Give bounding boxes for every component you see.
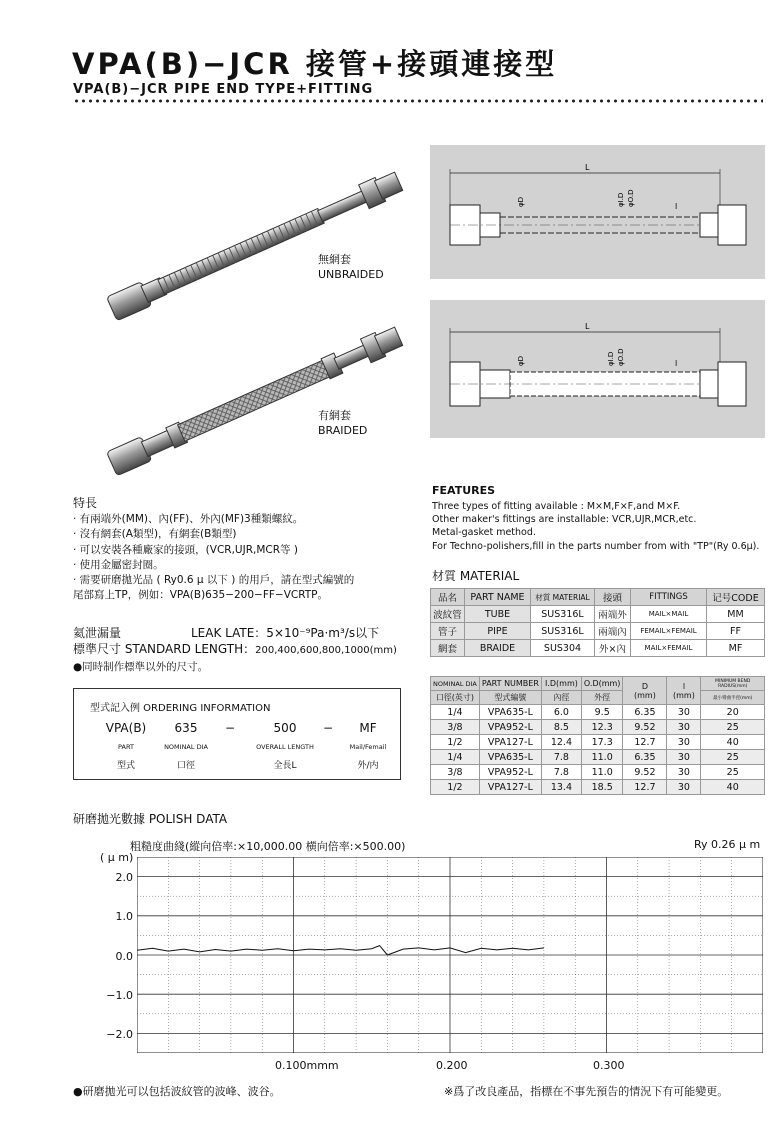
order-label-dia: NOMINAL DIA bbox=[164, 743, 208, 751]
table-cell: SUS316L bbox=[531, 623, 595, 640]
table-header-cell: O.D(mm) bbox=[581, 677, 623, 691]
drawing2-id-label: φI.D bbox=[607, 351, 615, 366]
table-cell: 1/2 bbox=[431, 735, 480, 750]
unbraided-caption-en: UNBRAIDED bbox=[318, 268, 384, 281]
table-cell: VPA952-L bbox=[479, 720, 541, 735]
order-label-fitting: Mail/Femail bbox=[349, 743, 387, 751]
table-cell: SUS304 bbox=[531, 640, 595, 657]
table-cell: 12.7 bbox=[623, 780, 667, 795]
order-code-part: VPA(B) bbox=[105, 721, 147, 735]
feature-zh-line: · 有兩端外(MM)、內(FF)、外內(MF)3種類螺紋。 bbox=[73, 513, 304, 525]
table-cell: 11.0 bbox=[581, 750, 623, 765]
table-cell: 25 bbox=[701, 720, 765, 735]
table-cell: 3/8 bbox=[431, 720, 480, 735]
table-row bbox=[431, 623, 765, 640]
table-header-cell bbox=[623, 677, 667, 705]
drawing1-l-label: l bbox=[675, 202, 678, 211]
order-zh-dia: 口徑 bbox=[176, 761, 195, 771]
unbraided-hose-image bbox=[88, 165, 418, 325]
page-title: VPA(B)−JCR 接管+接頭連接型 bbox=[72, 47, 558, 81]
unbraided-caption-zh: 無網套 bbox=[318, 253, 351, 266]
dimensions-table bbox=[430, 676, 765, 795]
y-tick-label: 2.0 bbox=[115, 871, 133, 884]
table-cell: 9.5 bbox=[581, 705, 623, 720]
table-cell: 網套 bbox=[431, 640, 465, 657]
order-zh-part: 型式 bbox=[116, 761, 135, 771]
table-header-cell: FITTINGS bbox=[631, 589, 707, 606]
dim-d-unit: (mm) bbox=[634, 690, 656, 700]
order-code-sep: − bbox=[224, 721, 236, 735]
drawing1-d-label: φD bbox=[517, 196, 525, 207]
braided-caption-zh: 有網套 bbox=[318, 409, 351, 422]
table-header-cell: PART NUMBER bbox=[479, 677, 541, 691]
feature-zh-line: 尾部寫上TP，例如：VPA(B)635−200−FF−VCRTP。 bbox=[73, 589, 329, 602]
feature-line: Metal-gasket method. bbox=[432, 527, 536, 539]
ordering-info-box bbox=[73, 688, 401, 780]
features-zh-list bbox=[73, 512, 354, 604]
table-header-cell: 记号CODE bbox=[707, 589, 765, 606]
ordering-heading: 型式記入例 ORDERING INFORMATION bbox=[90, 703, 271, 714]
table-row bbox=[431, 750, 765, 765]
y-tick-label: 1.0 bbox=[115, 910, 133, 923]
roughness-chart bbox=[137, 857, 763, 1053]
table-cell: MM bbox=[707, 606, 765, 623]
table-cell: 9.52 bbox=[623, 765, 667, 780]
table-cell: 25 bbox=[701, 750, 765, 765]
custom-size-note: ●同時制作標準以外的尺寸。 bbox=[73, 661, 209, 673]
standard-length-label: 標準尺寸 STANDARD LENGTH： bbox=[73, 642, 256, 656]
table-header-cell: PART NAME bbox=[465, 589, 531, 606]
table-cell: BRAIDE bbox=[465, 640, 531, 657]
order-label-part: PART bbox=[118, 743, 134, 751]
drawing1-od-label: φO.D bbox=[627, 189, 635, 207]
dotted-divider bbox=[73, 99, 763, 103]
table-cell: 13.4 bbox=[541, 780, 581, 795]
feature-zh-line: · 使用金屬密封圈。 bbox=[73, 558, 164, 571]
table-cell: 12.3 bbox=[581, 720, 623, 735]
drawing2-d-label: φD bbox=[517, 355, 525, 366]
feature-zh-line: · 需要研磨拋光品 ( Ry0.6 μ 以下 ) 的用戶，請在型式編號的 bbox=[73, 574, 355, 587]
feature-zh-line: · 沒有網套(A類型)，有網套(B類型) bbox=[73, 528, 237, 541]
feature-zh-line: · 可以安裝各種廠家的接頭，(VCR,UJR,MCR等 ) bbox=[73, 543, 298, 556]
order-code-sep: − bbox=[322, 721, 334, 735]
table-header-row bbox=[431, 589, 765, 606]
table-cell: 6.35 bbox=[623, 705, 667, 720]
leak-rate-en: LEAK LATE：5×10⁻⁹Pa·m³/s以下 bbox=[191, 626, 380, 640]
table-cell: VPA635-L bbox=[479, 750, 541, 765]
chart-y-unit: ( μ m) bbox=[100, 851, 134, 864]
table-cell: 30 bbox=[667, 705, 701, 720]
table-cell: 17.3 bbox=[581, 735, 623, 750]
table-header-cell: 口徑(英寸) bbox=[431, 691, 480, 705]
table-header-cell: MINIMUM BEND RADIUS(mm) bbox=[701, 677, 765, 691]
braided-technical-drawing bbox=[430, 300, 765, 438]
standard-length bbox=[73, 640, 397, 657]
table-row bbox=[431, 720, 765, 735]
table-cell: 1/4 bbox=[431, 705, 480, 720]
drawing2-od-label: φO.D bbox=[617, 348, 625, 366]
feature-line: For Techno-polishers,fill in the parts number from with "TP"(Ry 0.6μ). bbox=[432, 540, 760, 552]
table-cell: TUBE bbox=[465, 606, 531, 623]
table-header-cell: 材質 MATERIAL bbox=[531, 589, 595, 606]
table-row bbox=[431, 735, 765, 750]
table-header-cell bbox=[667, 677, 701, 705]
table-row bbox=[431, 606, 765, 623]
polish-footnote: ●研磨拋光可以包括波紋管的波峰、波谷。 bbox=[73, 1085, 281, 1098]
material-table bbox=[430, 588, 765, 657]
table-cell: 30 bbox=[667, 750, 701, 765]
table-cell: 7.8 bbox=[541, 750, 581, 765]
order-code-fitting: MF bbox=[359, 721, 377, 735]
table-cell: MAIL×FEMAIL bbox=[631, 640, 707, 657]
braided-caption-en: BRAIDED bbox=[318, 424, 368, 437]
x-tick-label: 0.300 bbox=[593, 1059, 625, 1072]
leak-rate bbox=[73, 624, 379, 641]
y-tick-label: −2.0 bbox=[106, 1028, 133, 1041]
table-row bbox=[431, 780, 765, 795]
table-cell: VPA952-L bbox=[479, 765, 541, 780]
braided-hose-image bbox=[88, 320, 418, 480]
table-cell: PIPE bbox=[465, 623, 531, 640]
table-cell: 波紋管 bbox=[431, 606, 465, 623]
table-cell: 12.4 bbox=[541, 735, 581, 750]
y-tick-label: −1.0 bbox=[106, 989, 133, 1002]
chart-ry-value: Ry 0.26 μ m bbox=[694, 838, 761, 851]
table-cell: 9.52 bbox=[623, 720, 667, 735]
table-cell: SUS316L bbox=[531, 606, 595, 623]
roughness-profile-line bbox=[137, 946, 544, 955]
polish-data-heading: 研磨拋光數據 POLISH DATA bbox=[73, 812, 228, 826]
table-cell: 30 bbox=[667, 735, 701, 750]
table-header-cell: 型式編號 bbox=[479, 691, 541, 705]
table-cell: 6.35 bbox=[623, 750, 667, 765]
drawing1-id-label: φI.D bbox=[617, 192, 625, 207]
table-cell: 管子 bbox=[431, 623, 465, 640]
table-cell: FF bbox=[707, 623, 765, 640]
dim-d-label: D bbox=[641, 681, 649, 691]
change-disclaimer: ※爲了改良產品，指標在不事先預告的情況下有可能變更。 bbox=[444, 1085, 729, 1098]
chart-title: 粗糙度曲綫(縱向倍率:×10,000.00 横向倍率:×500.00) bbox=[130, 840, 406, 853]
table-cell: VPA127-L bbox=[479, 735, 541, 750]
order-zh-length: 全長L bbox=[273, 761, 297, 771]
page-subtitle: VPA(B)−JCR PIPE END TYPE+FITTING bbox=[73, 82, 374, 97]
feature-line: Three types of fitting available : M×M,F×F,and M×F. bbox=[432, 501, 681, 512]
table-header-cell: 內徑 bbox=[541, 691, 581, 705]
table-cell: 40 bbox=[701, 780, 765, 795]
table-cell: MAIL×MAIL bbox=[631, 606, 707, 623]
order-zh-fitting: 外/内 bbox=[357, 761, 379, 771]
unbraided-technical-drawing bbox=[430, 145, 765, 279]
table-cell: 3/8 bbox=[431, 765, 480, 780]
drawing2-l-label: l bbox=[675, 359, 678, 368]
table-cell: 30 bbox=[667, 720, 701, 735]
chart-grid bbox=[137, 857, 763, 1053]
drawing1-length-label: L bbox=[585, 163, 590, 172]
material-heading: 材質 MATERIAL bbox=[432, 569, 520, 583]
table-cell: 11.0 bbox=[581, 765, 623, 780]
features-zh-heading: 特長 bbox=[73, 496, 98, 510]
feature-line: Other maker's fittings are installable: VCR,UJR,MCR,etc. bbox=[432, 514, 697, 526]
table-cell: VPA127-L bbox=[479, 780, 541, 795]
x-tick-label: 0.100mmm bbox=[275, 1059, 339, 1072]
table-header-row bbox=[431, 691, 765, 705]
table-cell: 25 bbox=[701, 765, 765, 780]
order-label-length: OVERALL LENGTH bbox=[256, 743, 314, 751]
table-cell: 30 bbox=[667, 780, 701, 795]
table-cell: 8.5 bbox=[541, 720, 581, 735]
dim-l-label: l bbox=[682, 681, 686, 691]
table-header-cell: 外徑 bbox=[581, 691, 623, 705]
features-list bbox=[432, 500, 759, 553]
dim-l-unit: (mm) bbox=[673, 690, 695, 700]
table-cell: 20 bbox=[701, 705, 765, 720]
table-header-cell: 接頭 bbox=[595, 589, 631, 606]
table-cell: VPA635-L bbox=[479, 705, 541, 720]
table-cell: 40 bbox=[701, 735, 765, 750]
y-tick-label: 0.0 bbox=[115, 950, 133, 963]
table-cell: 1/4 bbox=[431, 750, 480, 765]
drawing2-length-label: L bbox=[585, 322, 590, 331]
table-cell: 12.7 bbox=[623, 735, 667, 750]
order-code-dia: 635 bbox=[174, 721, 198, 735]
order-code-length: 500 bbox=[273, 721, 297, 735]
table-header-cell: I.D(mm) bbox=[541, 677, 581, 691]
table-header-row bbox=[431, 677, 765, 691]
table-cell: FEMAIL×FEMAIL bbox=[631, 623, 707, 640]
leak-rate-zh: 氦泄漏量 bbox=[73, 626, 122, 640]
standard-length-values: 200,400,600,800,1000(mm) bbox=[255, 645, 397, 656]
table-header-cell: 最小彎曲半徑(mm) bbox=[701, 691, 765, 705]
table-row bbox=[431, 765, 765, 780]
table-cell: 1/2 bbox=[431, 780, 480, 795]
table-cell: 外×內 bbox=[595, 640, 631, 657]
table-cell: 18.5 bbox=[581, 780, 623, 795]
table-cell: 7.8 bbox=[541, 765, 581, 780]
table-row bbox=[431, 705, 765, 720]
x-tick-label: 0.200 bbox=[436, 1059, 468, 1072]
table-cell: 兩端內 bbox=[595, 623, 631, 640]
table-cell: MF bbox=[707, 640, 765, 657]
table-cell: 兩端外 bbox=[595, 606, 631, 623]
table-header-cell: NOMINAL DIA bbox=[431, 677, 480, 691]
features-heading: FEATURES bbox=[432, 484, 496, 497]
table-cell: 30 bbox=[667, 765, 701, 780]
table-header-cell: 品名 bbox=[431, 589, 465, 606]
table-cell: 6.0 bbox=[541, 705, 581, 720]
table-row bbox=[431, 640, 765, 657]
